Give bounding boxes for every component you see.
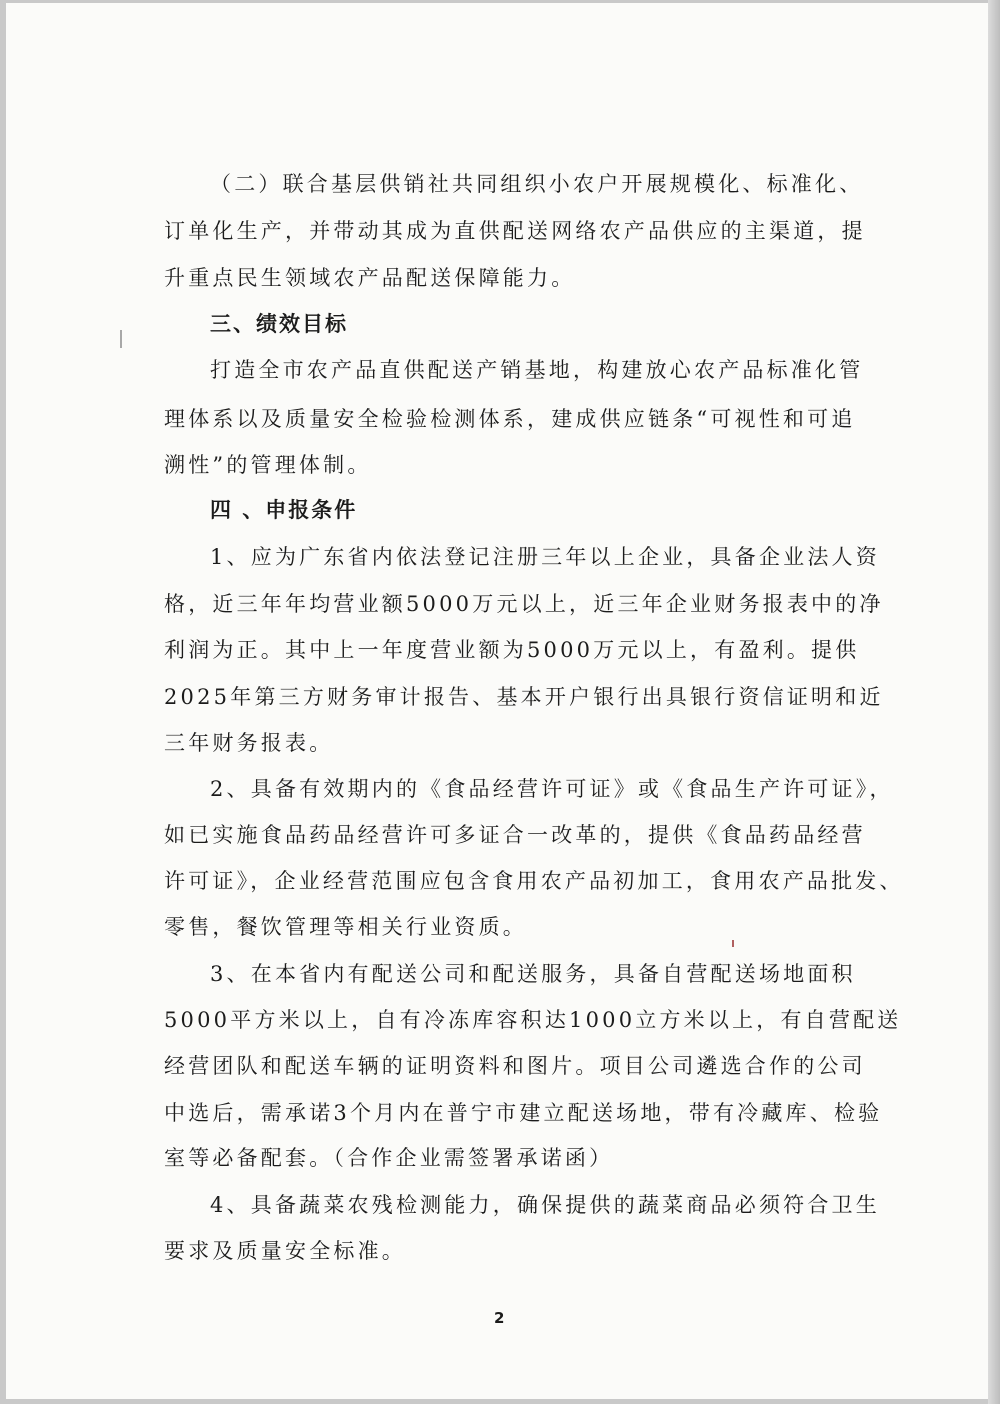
paragraph-line: 如已实施食品药品经营许可多证合一改革的，提供《食品药品经营 (164, 823, 866, 847)
paragraph-line: 2025年第三方财务审计报告、基本开户银行出具银行资信证明和近 (164, 685, 884, 709)
page-number: 2 (494, 1309, 505, 1327)
paragraph-line: 2、具备有效期内的《食品经营许可证》或《食品生产许可证》， (210, 777, 894, 801)
paragraph-line: （二）联合基层供销社共同组织小农户开展规模化、标准化、 (210, 172, 864, 196)
paragraph-line: 理体系以及质量安全检验检测体系，建成供应链条“可视性和可追 (164, 407, 856, 431)
paragraph-line: 许可证》，企业经营范围应包含食用农产品初加工，食用农产品批发、 (164, 869, 904, 893)
paragraph-line: 三年财务报表。 (164, 731, 334, 755)
paragraph-line: 4、具备蔬菜农残检测能力，确保提供的蔬菜商品必须符合卫生 (210, 1193, 880, 1217)
paragraph-line: 3、在本省内有配送公司和配送服务，具备自营配送场地面积 (210, 962, 856, 986)
paragraph-line: 利润为正。其中上一年度营业额为5000万元以上，有盈利。提供 (164, 638, 860, 662)
paragraph-line: 要求及质量安全标准。 (164, 1239, 406, 1263)
paragraph-line: 5000平方米以上，自有冷冻库容积达1000立方米以上，有自营配送 (164, 1008, 902, 1032)
section-heading: 四 、申报条件 (210, 498, 358, 522)
section-heading: 三、绩效目标 (210, 312, 348, 336)
scan-mark (120, 330, 122, 348)
paragraph-line: 室等必备配套。（合作企业需签署承诺函） (164, 1146, 614, 1170)
paragraph-line: 打造全市农产品直供配送产销基地，构建放心农产品标准化管 (210, 358, 864, 382)
paragraph-line: 经营团队和配送车辆的证明资料和图片。项目公司遴选合作的公司 (164, 1054, 866, 1078)
paragraph-line: 1、应为广东省内依法登记注册三年以上企业，具备企业法人资 (210, 545, 880, 569)
paragraph-line: 中选后，需承诺3个月内在普宁市建立配送场地，带有冷藏库、检验 (164, 1101, 883, 1125)
scan-edge (988, 0, 1000, 1404)
paragraph-line: 溯性”的管理体制。 (164, 453, 372, 477)
paragraph-line: 升重点民生领域农产品配送保障能力。 (164, 266, 576, 290)
document-page (6, 3, 988, 1399)
paragraph-line: 订单化生产，并带动其成为直供配送网络农产品供应的主渠道，提 (164, 219, 866, 243)
scan-mark (732, 940, 734, 947)
paragraph-line: 零售，餐饮管理等相关行业资质。 (164, 915, 527, 939)
paragraph-line: 格，近三年年均营业额5000万元以上，近三年企业财务报表中的净 (164, 592, 884, 616)
